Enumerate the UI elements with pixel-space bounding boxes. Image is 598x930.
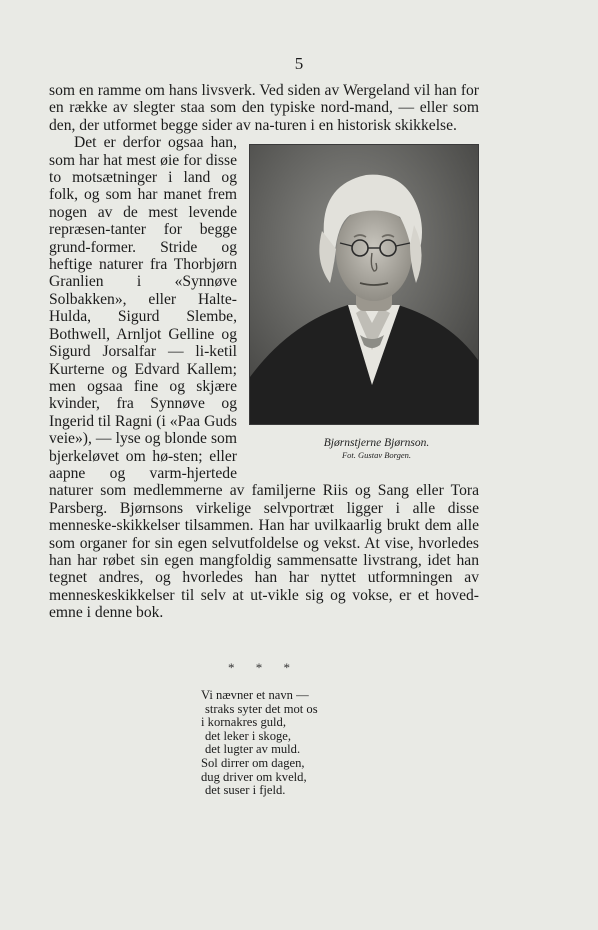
poem-line: Vi nævner et navn — (201, 688, 309, 702)
poem-line: det suser i fjeld. (205, 783, 286, 798)
poem-line: dug driver om kveld, (201, 769, 307, 784)
poem-line: det lugter av muld. (205, 742, 301, 757)
poem-line: straks syter det mot os (205, 701, 318, 716)
page-number: 5 (294, 54, 304, 73)
portrait-caption: Bjørnstjerne Bjørnson. (323, 437, 430, 450)
paragraph-1: som en ramme om hans livsverk. Ved siden av Wergeland vil han for en række av slegter staa som den typiske nord‐mand, — eller som den, der utformet begge sider av na‐turen i en historisk skikkelse. (49, 82, 479, 134)
poem-line: i kornakres guld, (201, 715, 286, 730)
photo-credit: Fot. Gustav Borgen. (341, 450, 412, 461)
poem (201, 689, 318, 798)
portrait-photo (249, 144, 479, 425)
poem-line: Sol dirrer om dagen, (201, 755, 305, 770)
portrait-figure (249, 144, 479, 461)
paragraph-2 (49, 134, 479, 621)
body-text (49, 82, 479, 622)
section-separator: * * * (228, 660, 290, 675)
poem-line: det leker i skoge, (205, 728, 292, 743)
paragraph-2-text: Det er derfor ogsaa han, som har hat mest øie for disse to motsætninger i land og folk, og som har manet frem nogen av de mest levende repræsen‐tanter for begge grund‐former. Stride og heftige naturer fra Thorbjørn Granlien i «Synnøve Solbakken», eller Halte‐Hulda, Sigurd Slembe, Bothwell, Arnljot Gelline og Sigurd Jorsalfar — li‐ketil Kurterne og Edvard Kallem; men ogsaa fine og skjære kvinder, fra Synnøve og Ingerid til Ragni (i «Paa Guds veie»), — lyse og blonde som bjerkeløvet om hø‐sten; eller aapne og varm‐hjertede naturer som medlemmerne av familjerne Riis og Sang eller Tora Parsberg. Bjørnsons virkelige selvportræt ligger i alle disse menneske‐skikkelser tilsammen. Han har uvilkaarlig brukt dem alle som organer for sin egen selvutfoldelse og vekst. At vise, hvorledes han har røbet sin egen mangfoldig sammensatte livstrang, idet han tegnet andres, og hvorledes han har nyttet utformningen av menneskeskikkelser til selv at ut‐vikle sig og vokse, er et hoved‐emne i denne bok. (49, 134, 479, 622)
